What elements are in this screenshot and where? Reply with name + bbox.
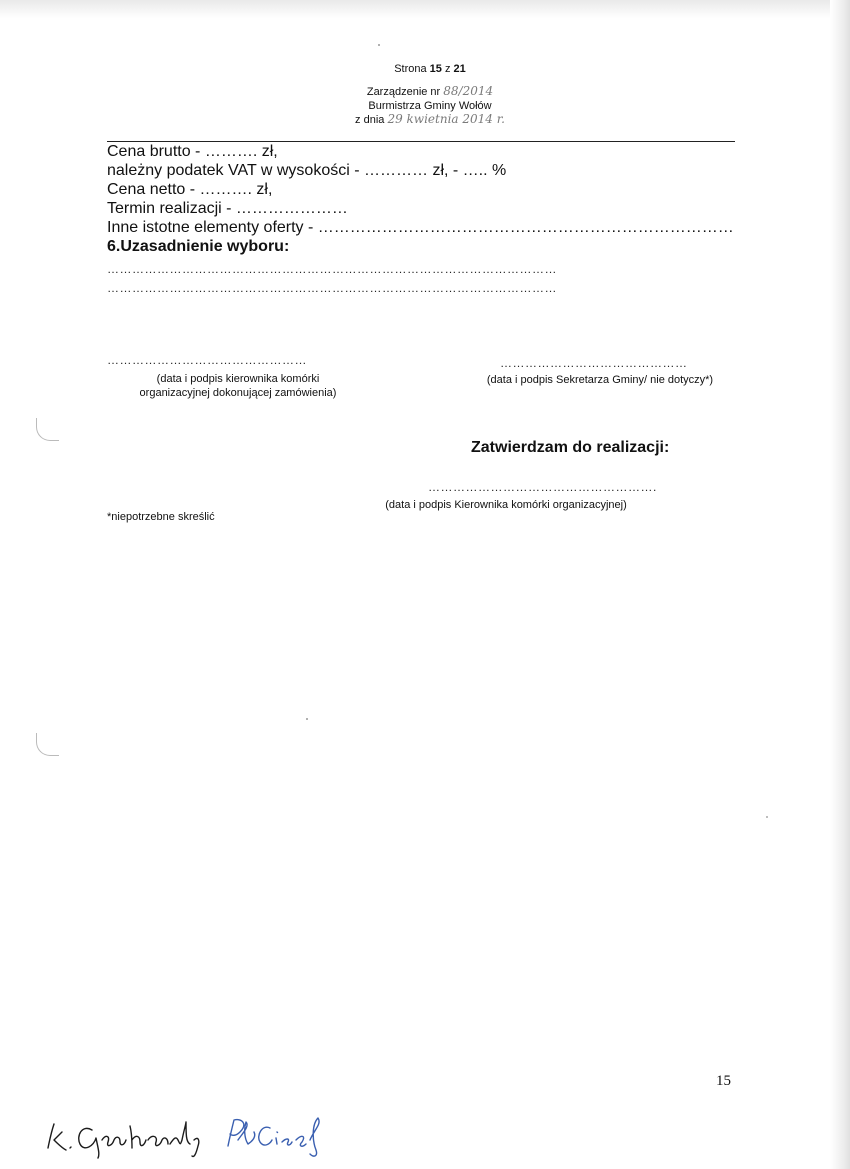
header-divider (107, 141, 735, 142)
vat-line: należny podatek VAT w wysokości - ………… zł, - ….. % (107, 162, 507, 179)
other-elements-line: Inne istotne elementy oferty - …………………………………………………………………… (107, 219, 734, 236)
signature-stroke (282, 1139, 292, 1145)
issuer: Burmistrza Gminy Wołów (368, 100, 492, 112)
page-total: 21 (453, 63, 466, 75)
signature-stroke (259, 1127, 272, 1145)
approve-heading: Zatwierdzam do realizacji: (471, 439, 670, 456)
page-number: 15 (716, 1073, 731, 1089)
right-signature-dots: ……………………………………… (500, 356, 688, 370)
left-signature-caption-1: (data i podpis kierownika komórki (156, 373, 320, 385)
punch-hole-mark (36, 733, 59, 756)
date-label: z dnia (355, 114, 385, 126)
signature-stroke (48, 1124, 66, 1150)
scan-edge-top (0, 0, 850, 18)
footnote: *niepotrzebne skreślić (107, 511, 215, 523)
order-line (280, 85, 580, 99)
approve-signature-dots: ………………………………………………. (428, 480, 657, 494)
signature-stroke (102, 1136, 126, 1145)
scan-edge-right (830, 0, 850, 1169)
punch-hole-mark (36, 418, 59, 441)
signature-stroke (130, 1126, 146, 1148)
right-signature-caption: (data i podpis Sekretarza Gminy/ nie dotyczy*) (486, 374, 714, 386)
signature-stroke (238, 1122, 255, 1144)
order-label: Zarządzenie nr (366, 86, 441, 98)
signature-stroke (170, 1122, 190, 1144)
approve-signature-caption: (data i podpis Kierownika komórki organizacyjnej) (385, 499, 627, 511)
justification-heading: 6.Uzasadnienie wyboru: (107, 238, 290, 255)
left-signature-caption-2: organizacyjnej dokonującej zamówienia) (139, 387, 337, 399)
left-signature-dots: ………………………………………… (107, 353, 307, 367)
deadline-line: Termin realizacji - ………………… (107, 200, 348, 217)
page-counter (280, 63, 580, 76)
justification-line-1: ……………………………………………………………………………………………… (107, 262, 557, 276)
handwritten-signature (40, 1110, 340, 1160)
signature-stroke (310, 1118, 319, 1156)
scan-speck (306, 718, 308, 720)
page-label: Strona (394, 63, 427, 75)
scan-speck (766, 816, 768, 818)
page-current: 15 (429, 63, 442, 75)
date-line (280, 113, 580, 127)
signature-stroke (192, 1138, 199, 1156)
justification-line-2: ……………………………………………………………………………………………… (107, 281, 557, 295)
page-separator: z (444, 63, 451, 75)
scan-speck (378, 44, 380, 46)
order-number-handwritten: 88/2014 (443, 84, 494, 98)
signature-stroke (148, 1136, 168, 1145)
signature-stroke (228, 1120, 244, 1146)
gross-price-line: Cena brutto - ………. zł, (107, 143, 278, 160)
net-price-line: Cena netto - ………. zł, (107, 181, 273, 198)
date-handwritten: 29 kwietnia 2014 r. (387, 112, 505, 126)
signature-stroke (70, 1147, 71, 1148)
signature-stroke (276, 1132, 278, 1144)
signature-drawing (40, 1110, 340, 1160)
signature-stroke (79, 1128, 99, 1158)
signature-stroke (296, 1136, 306, 1146)
